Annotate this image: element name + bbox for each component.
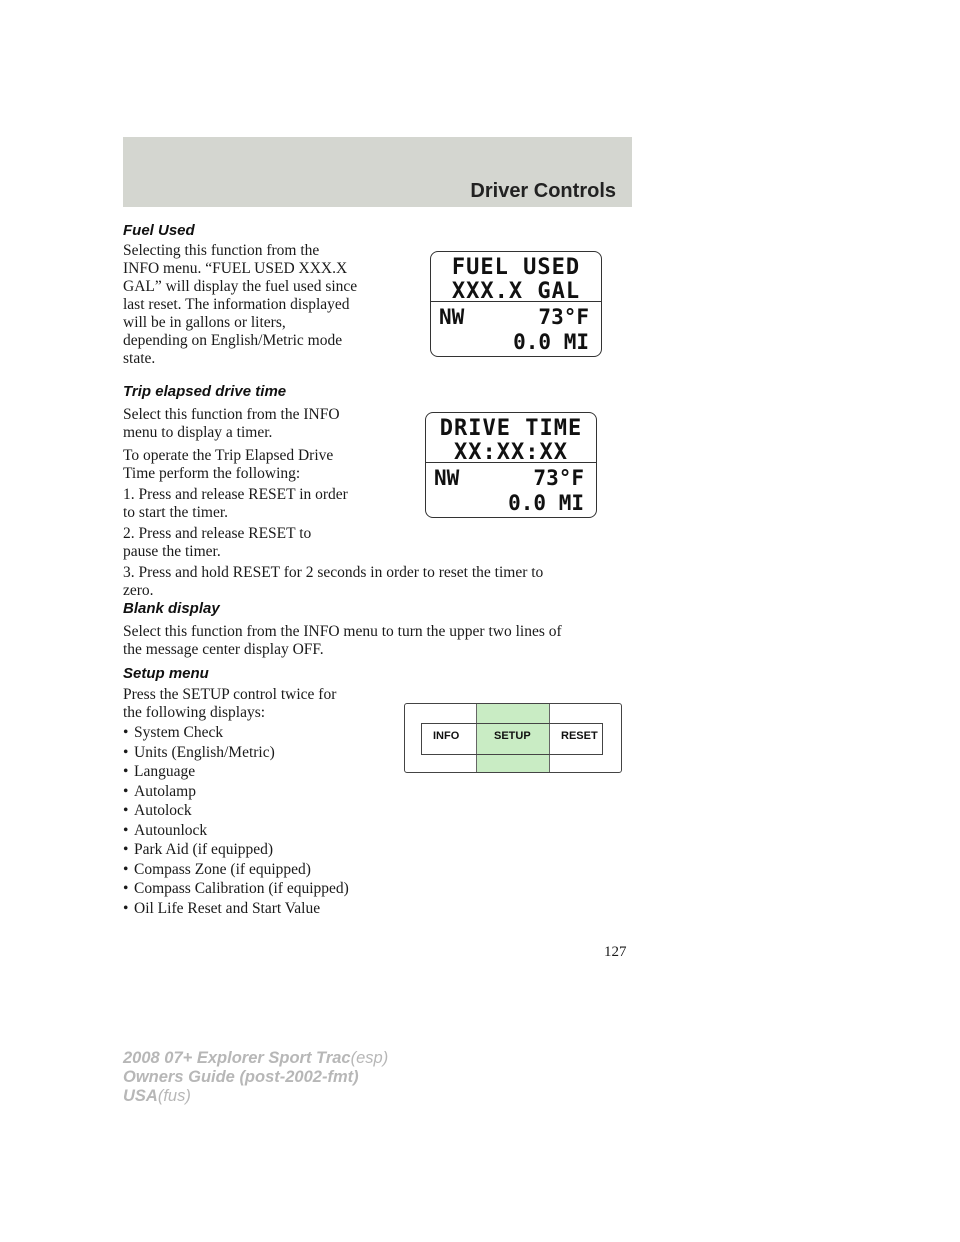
setup-menu-list	[123, 723, 349, 918]
text-line: the message center display OFF.	[123, 641, 324, 658]
list-item: • Compass Zone (if equipped)	[123, 860, 311, 878]
heading-setup-menu: Setup menu	[123, 665, 209, 682]
info-button-label: INFO	[433, 730, 460, 742]
paragraph-setup-menu	[123, 686, 336, 722]
text-line: 1. Press and release RESET in order	[123, 486, 348, 503]
text-line: Selecting this function from the	[123, 242, 320, 259]
heading-trip-elapsed: Trip elapsed drive time	[123, 383, 287, 400]
reset-button-label: RESET	[561, 730, 598, 742]
display-line-1: DRIVE TIME	[439, 416, 583, 441]
trip-distance: 0.0 MI	[508, 491, 584, 515]
compass-direction: NW	[439, 305, 465, 329]
text-line: depending on English/Metric mode	[123, 332, 343, 349]
list-item: • Autolamp	[123, 782, 196, 800]
list-item: • System Check	[123, 724, 224, 741]
compass-direction: NW	[434, 466, 460, 490]
text-line: Select this function from the INFO menu to turn the upper two lines of	[123, 623, 562, 640]
text-line: pause the timer.	[123, 543, 221, 560]
list-item: • Autolock	[123, 802, 192, 819]
heading-fuel-used: Fuel Used	[123, 222, 195, 239]
text-line: 2. Press and release RESET to	[123, 525, 312, 542]
text-line: last reset. The information displayed	[123, 296, 350, 313]
text-line: menu to display a timer.	[123, 424, 273, 441]
step-3	[123, 564, 543, 600]
outside-temperature: 73°F	[538, 305, 589, 329]
text-line: will be in gallons or liters,	[123, 314, 286, 331]
paragraph-fuel-used	[123, 242, 357, 368]
fuel-used-display	[430, 251, 602, 357]
step-2	[123, 525, 311, 561]
section-title: Driver Controls	[470, 180, 616, 202]
display-upper-area	[431, 252, 601, 302]
drive-time-display	[425, 412, 597, 518]
trip-distance: 0.0 MI	[513, 330, 589, 354]
list-item: • Oil Life Reset and Start Value	[123, 899, 321, 917]
text-line: zero.	[123, 582, 154, 599]
outside-temperature: 73°F	[533, 466, 584, 490]
list-item: • Units (English/Metric)	[123, 743, 275, 761]
heading-blank-display: Blank display	[123, 600, 220, 617]
text-line: Select this function from the INFO	[123, 406, 340, 423]
display-line-1: FUEL USED	[451, 255, 581, 280]
step-1	[123, 486, 348, 522]
setup-button-label: SETUP	[494, 730, 531, 742]
display-line-2: XX:XX:XX	[454, 440, 568, 465]
display-line-2: XXX.X GAL	[451, 279, 581, 304]
display-upper-area	[426, 413, 596, 463]
list-item: • Park Aid (if equipped)	[123, 841, 274, 858]
header-band	[123, 137, 632, 207]
list-item: • Autounlock	[123, 821, 208, 839]
list-item: • Language	[123, 763, 196, 780]
footer-info	[123, 1049, 388, 1106]
page-number: 127	[604, 944, 627, 960]
paragraph-trip-intro	[123, 406, 340, 442]
footer-line-1: 2008 07+ Explorer Sport Trac(esp)	[123, 1049, 389, 1067]
text-line: to start the timer.	[123, 504, 229, 521]
text-line: To operate the Trip Elapsed Drive	[123, 447, 334, 464]
text-line: 3. Press and hold RESET for 2 seconds in order to reset the timer to	[123, 564, 544, 581]
text-line: Time perform the following:	[123, 465, 301, 482]
text-line: state.	[123, 350, 156, 367]
message-center-controls-diagram	[404, 703, 622, 773]
footer-line-2: Owners Guide (post-2002-fmt)	[123, 1068, 359, 1086]
text-line: the following displays:	[123, 704, 266, 721]
text-line: Press the SETUP control twice for	[123, 686, 337, 703]
paragraph-trip-operate	[123, 447, 333, 483]
list-item: • Compass Calibration (if equipped)	[123, 880, 349, 897]
paragraph-blank-display	[123, 623, 562, 659]
text-line: GAL” will display the fuel used since	[123, 278, 358, 295]
text-line: INFO menu. “FUEL USED XXX.X	[123, 260, 348, 277]
footer-line-3: USA(fus)	[123, 1087, 191, 1105]
